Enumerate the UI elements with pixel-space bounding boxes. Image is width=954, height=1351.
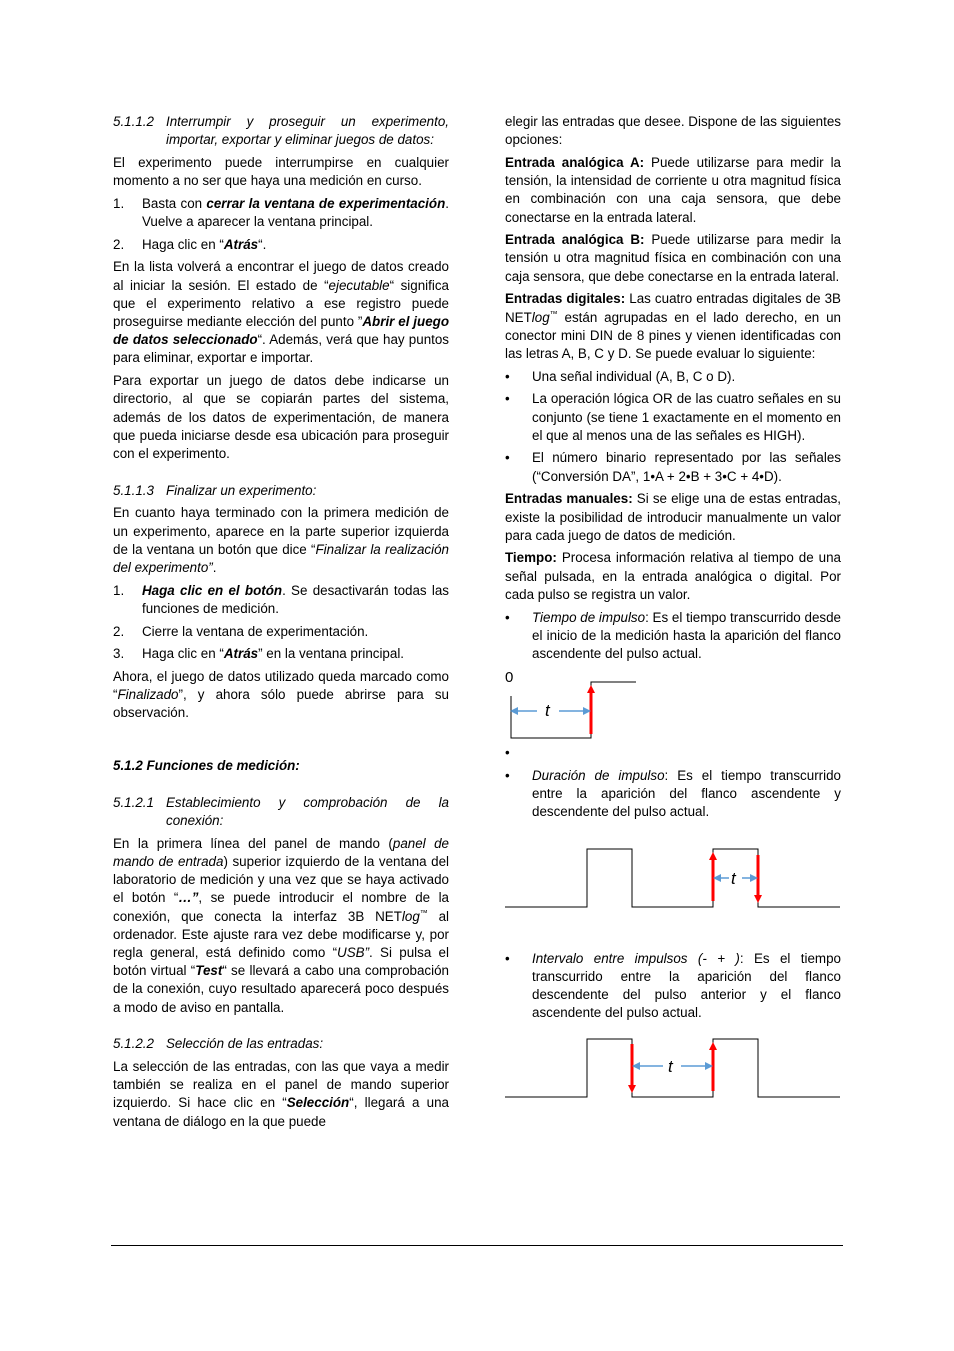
step-item: 1. Basta con cerrar la ventana de experimentación. Vuelve a aparecer la ventana principal. [113, 195, 449, 230]
paragraph-analog-b: Entrada analógica B: Puede utilizarse para medir la tensión u otra magnitud física en combinación con una caja sensora, que debe conectarse en la entrada lateral. [505, 232, 841, 284]
time-list-2 [505, 744, 841, 821]
list-item: • El número binario representado por las señales (“Conversión DA”, 1•A + 2•B + 3•C + 4•D). [505, 450, 841, 484]
step-item: 3. Haga clic en “Atrás” en la ventana principal. [113, 646, 405, 662]
time-list-1 [505, 609, 841, 664]
digital-options-list [505, 368, 841, 486]
pulse-time-diagram [505, 668, 841, 740]
paragraph-time: Tiempo: Procesa información relativa al tiempo de una señal pulsada, en la entrada analógica o digital. Por cada pulso se registra un valor. [505, 550, 841, 602]
heading-5-1-2-2: 5.1.2.2 Selección de las entradas: [113, 1036, 324, 1052]
list-item: • Una señal individual (A, B, C o D). [505, 368, 736, 384]
left-column [113, 113, 449, 1135]
list-item: • Tiempo de impulso: Es el tiempo transcurrido desde el inicio de la medición hasta la aparición del flanco ascendente del pulso actual. [505, 609, 841, 661]
heading-5-1-2-1: 5.1.2.1 Establecimiento y comprobación de la conexión: [113, 794, 449, 828]
step-item: 2. Haga clic en “Atrás“. [113, 236, 267, 252]
list-item: • Duración de impulso: Es el tiempo transcurrido entre la aparición del flanco ascendente y descendente del pulso actual. [505, 767, 841, 820]
paragraph-connection: En la primera línea del panel de mando (panel de mando de entrada) superior izquierdo de la ventana del laboratorio de medición y una vez que se haya activado el botón “…”, se puede introducir el nombre de la conexión, que conecta la interfaz 3B NETlog™ al ordenador. Este ajuste rara vez debe modificarse y, por regla general, está definido como “USB”. Si pulsa el botón virtual “Test“ se llevará a cabo una comprobación de la conexión, cuyo resultado aparecerá poco después a modo de aviso en pantalla. [113, 835, 449, 1015]
paragraph-manual: Entradas manuales: Si se elige una de estas entradas, existe la posibilidad de introducir manualmente un valor para cada juego de datos de medición. [505, 491, 841, 543]
heading-5-1-1-2: 5.1.1.2 Interrumpir y proseguir un experimento, importar, exportar y eliminar juegos de datos: [113, 114, 449, 148]
paragraph-finished: Ahora, el juego de datos utilizado queda marcado como “Finalizado”, y ahora sólo puede abrirse para su observación. [113, 668, 449, 721]
heading-5-1-1-3: 5.1.1.3 Finalizar un experimento: [113, 482, 317, 498]
pulse-interval-diagram [505, 1034, 841, 1100]
right-column [505, 113, 841, 1105]
finish-steps [113, 582, 449, 664]
paragraph-analog-a: Entrada analógica A: Puede utilizarse para medir la tensión, la intensidad de corriente u otra magnitud física en combinación con una caja sensora, que debe conectarse en la entrada lateral. [505, 154, 841, 225]
paragraph-list: En la lista volverá a encontrar el juego de datos creado al iniciar la sesión. El estado de “ejecutable“ significa que el experimento relativo a ese registro puede proseguirse mediante elección del punto ”Abrir el juego de datos seleccionado“. Además, verá que hay puntos para eliminar, exportar e importar. [113, 259, 450, 366]
signal-line [511, 682, 636, 738]
step-item: 1. Haga clic en el botón. Se desactivarán todas las funciones de medición. [113, 582, 449, 616]
list-item: • Intervalo entre impulsos (- + ): Es el tiempo transcurrido entre la aparición del flanco descendente del pulso anterior y el flanco ascendente del pulso actual. [505, 950, 841, 1021]
paragraph-options: elegir las entradas que desee. Dispone de las siguientes opciones: [505, 114, 841, 148]
paragraph-finish: En cuanto haya terminado con la primera medición de un experimento, aparece en la parte superior izquierda de la ventana un botón que dice “Finalizar la realización del experimento”. [113, 505, 449, 575]
pulse-duration-diagram [505, 844, 841, 930]
time-label: t [731, 868, 736, 888]
time-list-3 [505, 950, 841, 1023]
time-label: t [668, 1057, 673, 1077]
origin-label: 0 [505, 668, 514, 686]
interrupt-steps [113, 195, 449, 254]
footer-rule [111, 1245, 843, 1246]
paragraph-export: Para exportar un juego de datos debe indicarse un directorio, al que se copiarán partes del sistema, además de los datos de experimentación, de manera que pueda iniciarse desde esa ubicación para proseguir con el experimento. [113, 373, 449, 461]
paragraph-interrupt: El experimento puede interrumpirse en cualquier momento a no ser que haya una medición en curso. [113, 154, 449, 189]
list-item: • La operación lógica OR de las cuatro señales en su conjunto (se tiene 1 exactamente en el momento en el que al menos una de las señales es HIGH). [505, 391, 841, 443]
paragraph-selection: La selección de las entradas, con las que vaya a medir también se realiza en el panel de mando superior izquierdo. Si hace clic en “Selección“, llegará a una ventana de diálogo en la que puede [113, 1058, 449, 1129]
step-item: 2. Cierre la ventana de experimentación. [113, 623, 369, 639]
paragraph-digital: Entradas digitales: Las cuatro entradas digitales de 3B NETlog™ están agrupadas en el lado derecho, en un conector mini DIN de 8 pines y vienen identificadas con las letras A, B, C y D. Se puede evaluar lo siguiente: [505, 291, 841, 361]
list-item-empty: • [505, 745, 510, 761]
time-label: t [545, 700, 550, 720]
heading-5-1-2: 5.1.2 Funciones de medición: [113, 758, 300, 774]
signal-line [505, 849, 840, 907]
